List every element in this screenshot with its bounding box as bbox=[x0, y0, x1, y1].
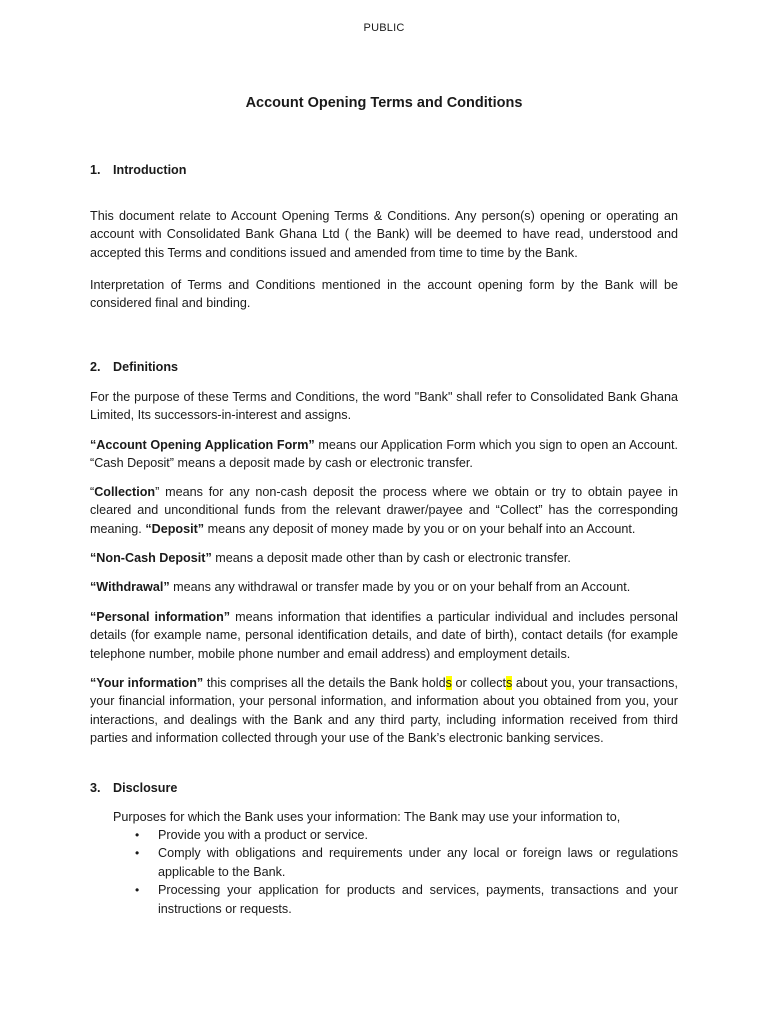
section-heading-introduction bbox=[90, 161, 186, 179]
definition-text: means for any non-cash deposit the process where we obtain or try to obtain payee in cleared and unconditional funds from the relevant drawer/payee and “Collect” has the corresponding meaning. bbox=[90, 485, 678, 536]
section-number: 3. bbox=[90, 781, 101, 795]
intro-paragraph-1: This document relate to Account Opening Terms & Conditions. Any person(s) opening or operating an account with Consolidated Bank Ghana Ltd ( the Bank) will be deemed to have read, understood and accepted this Terms and conditions issued and amended from time to time by the Bank. bbox=[90, 209, 678, 260]
quote-close: ” bbox=[155, 485, 166, 499]
definition-term: “Your information” bbox=[90, 676, 204, 690]
section-title: Disclosure bbox=[113, 781, 178, 795]
classification-label: PUBLIC bbox=[363, 22, 405, 34]
section-title: Introduction bbox=[113, 163, 187, 177]
definition-text: means information that identifies a particular individual and includes personal details (for example name, personal identification details, and date of birth), contact details (for example telephone number, mobile phone number and email address) and employment details. bbox=[90, 610, 678, 661]
definition-term: Collection bbox=[94, 485, 156, 499]
section-heading-disclosure bbox=[90, 779, 177, 797]
list-item bbox=[113, 881, 678, 918]
list-item bbox=[113, 844, 678, 881]
definition-text: means our Application Form which you sign to open an Account. “Cash Deposit” means a deposit made by cash or electronic transfer. bbox=[90, 438, 678, 471]
document-title: Account Opening Terms and Conditions bbox=[245, 95, 523, 111]
section-number: 1. bbox=[90, 163, 101, 177]
definition-text: this comprises all the details the Bank hold bbox=[203, 676, 446, 690]
list-item-text: Provide you with a product or service. bbox=[158, 828, 368, 842]
definition-term: “Deposit” bbox=[145, 521, 205, 536]
highlighted-text: s bbox=[445, 676, 452, 690]
definition-your-information bbox=[90, 674, 678, 748]
disclosure-intro: Purposes for which the Bank uses your information: The Bank may use your information to, bbox=[113, 810, 621, 824]
definition-term: “Personal information” bbox=[90, 610, 231, 624]
quote-open: “ bbox=[90, 485, 95, 499]
bullet-icon: • bbox=[135, 846, 140, 861]
highlighted-text: s bbox=[506, 676, 513, 690]
list-item-text: Processing your application for products and services, payments, transactions and your instructions or requests. bbox=[158, 883, 678, 916]
definition-term: “Withdrawal” bbox=[90, 580, 170, 594]
disclosure-bullet-list bbox=[113, 826, 678, 918]
section-title: Definitions bbox=[113, 360, 179, 374]
section-heading-definitions bbox=[90, 358, 178, 376]
bullet-icon: • bbox=[135, 828, 140, 842]
definition-non-cash-deposit bbox=[90, 549, 678, 567]
definitions-intro: For the purpose of these Terms and Conditions, the word "Bank" shall refer to Consolidated Bank Ghana Limited, Its successors-in-interest and assigns. bbox=[90, 390, 678, 423]
section-number: 2. bbox=[90, 360, 101, 374]
intro-paragraph-2: Interpretation of Terms and Conditions mentioned in the account opening form by the Bank will be considered final and binding. bbox=[90, 278, 678, 311]
definition-text: means any withdrawal or transfer made by you or on your behalf from an Account. bbox=[169, 580, 631, 594]
definition-personal-information bbox=[90, 608, 678, 663]
definition-account-opening-form bbox=[90, 436, 678, 473]
definition-text: means any deposit of money made by you or on your behalf into an Account. bbox=[204, 521, 636, 536]
definition-term: “Account Opening Application Form” bbox=[90, 438, 315, 452]
definition-text: or collect bbox=[451, 676, 507, 690]
definition-withdrawal bbox=[90, 578, 678, 596]
bullet-icon: • bbox=[135, 883, 140, 898]
definition-text: about you, your transactions, your financial information, your personal information, and information about you obtained from you, your interactions, and dealings with the Bank and any third party, including information received from third parties and information collected through your use of the Bank’s electronic banking services. bbox=[90, 676, 678, 746]
definition-term: “Non-Cash Deposit” bbox=[90, 551, 212, 565]
list-item bbox=[113, 826, 678, 844]
definition-collection-deposit bbox=[90, 483, 678, 538]
definition-text: means a deposit made other than by cash or electronic transfer. bbox=[211, 551, 571, 565]
list-item-text: Comply with obligations and requirements under any local or foreign laws or regulations applicable to the Bank. bbox=[158, 846, 678, 879]
